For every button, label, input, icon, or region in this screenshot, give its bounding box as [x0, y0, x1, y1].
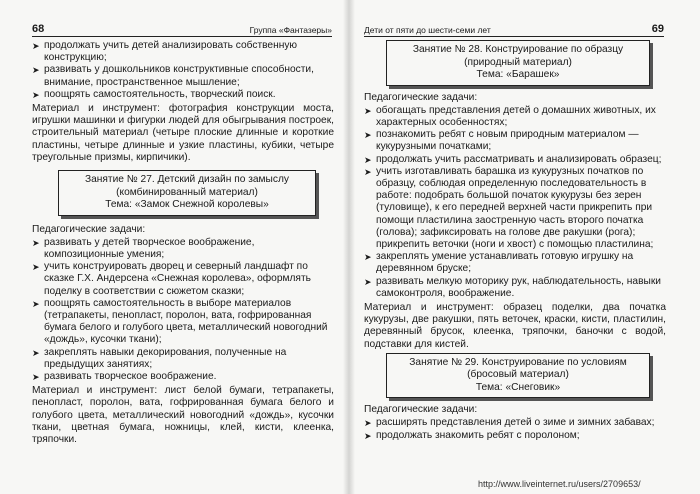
- list-item: ➤ развивать мелкую моторику рук, наблюдательность, навыки самоконтроля, воображение.: [364, 275, 661, 299]
- arrow-bullet-icon: ➤: [364, 154, 372, 165]
- list-item: ➤ развивать творческое воображение.: [32, 370, 217, 382]
- lesson-subtitle: (комбинированный материал): [116, 186, 258, 198]
- running-head-left: [32, 22, 332, 37]
- content-right: [364, 40, 666, 442]
- list-item: ➤ поощрять самостоятельность в выборе материалов (тетрапакеты, пенопласт, поролон, вата, гофрированная бумага белого и голубого цвета, металлический новогодний «дождь», кусочки ткани);: [32, 297, 328, 346]
- list-item: ➤ расширять представления детей о зиме и зимних забавах;: [364, 417, 655, 429]
- list-item: ➤ учить изготавливать барашка из кукурузных початков по образцу, соблюдая определенную последовательность в работе: подобрать большой початок кукурузы без зерен (туловище), к его передней верхней части прикрепить при помощи пластилина заостренную часть второго початка (голова); зафиксировать на голове две ракушки (рога); прикрепить веточки (ноги и хвост) с помощью пластилина;: [364, 165, 654, 250]
- list-item: ➤ закреплять умение устанавливать готовую игрушку на деревянном бруске;: [364, 251, 634, 275]
- lesson-subtitle: (природный материал): [464, 56, 572, 68]
- lesson-title: Занятие № 29. Конструирование по условиям: [409, 356, 627, 368]
- arrow-bullet-icon: ➤: [364, 130, 372, 141]
- page-right: [352, 0, 700, 494]
- list-item: ➤ закреплять навыки декорирования, полученные на предыдущих занятиях;: [32, 346, 287, 370]
- page-left: [0, 0, 345, 494]
- arrow-bullet-icon: ➤: [32, 237, 40, 248]
- lesson-title-box-28: [386, 40, 650, 86]
- header-left: Группа «Фантазеры»: [249, 25, 332, 35]
- list-item: ➤ продолжать знакомить ребят с поролоном;: [364, 429, 580, 441]
- tasks-label: Педагогические задачи:: [32, 223, 146, 235]
- arrow-bullet-icon: ➤: [364, 276, 372, 287]
- lesson-title: Занятие № 27. Детский дизайн по замыслу: [84, 174, 290, 186]
- arrow-bullet-icon: ➤: [364, 166, 372, 177]
- arrow-bullet-icon: ➤: [364, 252, 372, 263]
- task-list-28: [364, 105, 666, 300]
- page-number-left: 68: [32, 23, 45, 35]
- list-item: ➤ развивать у дошкольников конструктивные способности, внимание, пространственное мышление;: [32, 64, 314, 88]
- header-right: Дети от пяти до шести-семи лет: [364, 25, 491, 35]
- arrow-bullet-icon: ➤: [32, 347, 40, 358]
- list-item: ➤ учить конструировать дворец и северный ландшафт по сказке Г.Х. Андерсена «Снежная королева», оформлять поделку в соответствии с сюжетом сказки;: [32, 261, 311, 297]
- lesson-title-box-29: [386, 353, 650, 399]
- list-item: ➤ продолжать учить детей анализировать собственную конструкцию;: [32, 40, 298, 64]
- lesson-title-box-27: [58, 170, 316, 216]
- materials-paragraph: Материал и инструмент: лист белой бумаги, тетрапакеты, пенопласт, поролон, вата, гофрированная бумага белого и голубого цвета, металлический новогодний «дождь», кусочки ткани, цветная бумага, ножницы, клей, кисти, клеенка, тряпочки.: [32, 385, 334, 445]
- running-head-right: [364, 22, 664, 37]
- materials-paragraph: Материал и инструмент: образец поделки, два початка кукурузы, две ракушки, пять веточек, краски, кисти, пластилин, деревянный брусок, клеенка, тряпочки, баночки с водой, подставки для кистей.: [364, 301, 666, 350]
- task-list-27: [32, 237, 334, 383]
- arrow-bullet-icon: ➤: [32, 89, 40, 100]
- arrow-bullet-icon: ➤: [364, 430, 372, 441]
- arrow-bullet-icon: ➤: [32, 262, 40, 273]
- materials-paragraph: Материал и инструмент: фотография конструкции моста, игрушки машинки и фигурки людей для обыгрывания построек, строительный материал (четыре плоские длинные и короткие пластины, четыре длинные и узкие пластины, кубики, четыре треугольные призмы, кирпичики).: [32, 103, 334, 163]
- task-list-top: [32, 40, 334, 101]
- list-item: ➤ развивать у детей творческое воображение, композиционные умения;: [32, 236, 255, 260]
- lesson-theme: Тема: «Барашек»: [476, 69, 560, 80]
- list-item: ➤ поощрять самостоятельность, творческий поиск.: [32, 88, 276, 100]
- lesson-subtitle: (бросовый материал): [467, 369, 569, 381]
- content-left: [32, 40, 334, 448]
- lesson-theme: Тема: «Замок Снежной королевы»: [105, 199, 269, 211]
- lesson-title: Занятие № 28. Конструирование по образцу: [412, 44, 624, 55]
- arrow-bullet-icon: ➤: [32, 41, 40, 51]
- arrow-bullet-icon: ➤: [32, 371, 40, 382]
- arrow-bullet-icon: ➤: [364, 418, 372, 429]
- lesson-theme: Тема: «Снеговик»: [475, 381, 561, 393]
- arrow-bullet-icon: ➤: [32, 298, 40, 309]
- tasks-label: Педагогические задачи:: [364, 404, 478, 416]
- list-item: ➤ познакомить ребят с новым природным материалом — кукурузными початками;: [364, 129, 639, 153]
- list-item: ➤ обогащать представления детей о домашних животных, их характерных особенностях;: [364, 104, 656, 128]
- page-number-right: 69: [651, 23, 664, 35]
- arrow-bullet-icon: ➤: [32, 65, 40, 76]
- tasks-label: Педагогические задачи:: [364, 91, 478, 103]
- watermark-url: http://www.liveinternet.ru/users/2709653/: [478, 479, 641, 489]
- list-item: ➤ продолжать учить рассматривать и анализировать образец;: [364, 153, 662, 165]
- task-list-29: [364, 417, 666, 441]
- arrow-bullet-icon: ➤: [364, 105, 372, 116]
